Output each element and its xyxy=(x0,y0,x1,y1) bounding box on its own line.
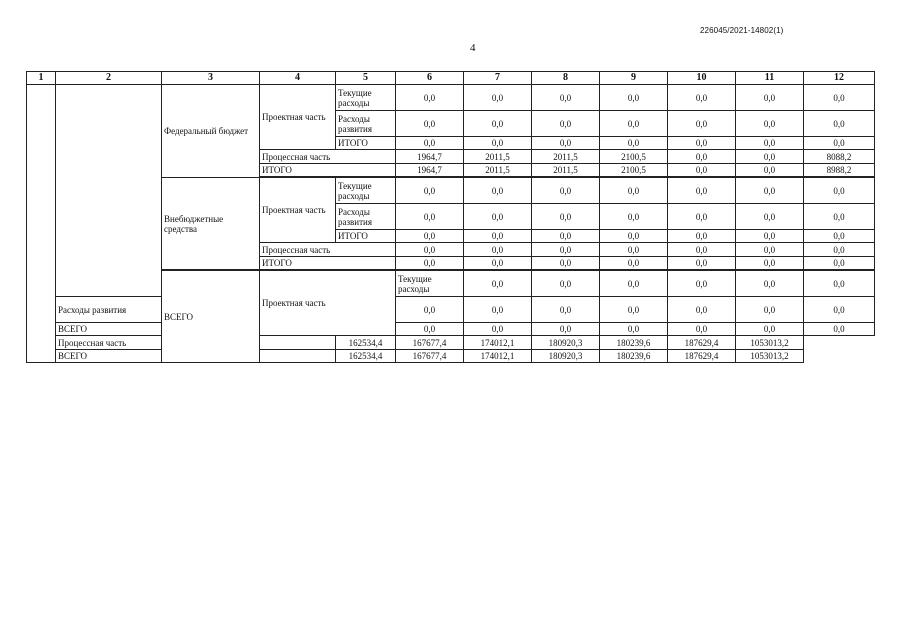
document-registration-number: 226045/2021-14802(1) xyxy=(700,26,784,35)
itogo-label: ИТОГО xyxy=(336,137,396,150)
value-cell: 0,0 xyxy=(668,323,736,336)
col2-empty-cell xyxy=(56,85,162,297)
value-cell: 0,0 xyxy=(532,271,600,297)
value-cell: 0,0 xyxy=(464,257,532,270)
value-cell: 0,0 xyxy=(668,178,736,204)
value-cell: 0,0 xyxy=(532,178,600,204)
vsego-label: ВСЕГО xyxy=(56,350,336,363)
federal-budget-label: Федеральный бюджет xyxy=(162,85,260,178)
current-expenses-label: Текущие расходы xyxy=(336,85,396,111)
value-cell: 0,0 xyxy=(668,137,736,150)
value-cell: 0,0 xyxy=(736,137,804,150)
value-cell: 0,0 xyxy=(668,204,736,230)
value-cell: 0,0 xyxy=(600,243,668,257)
offbudget-label: Внебюджетные средства xyxy=(162,178,260,270)
value-cell: 0,0 xyxy=(396,85,464,111)
development-expenses-label: Расходы развития xyxy=(56,297,162,323)
value-cell: 2011,5 xyxy=(532,164,600,177)
table-row xyxy=(27,85,875,111)
header-cell: 1 xyxy=(27,72,56,85)
value-cell: 0,0 xyxy=(668,257,736,270)
value-cell: 174012,1 xyxy=(464,336,532,350)
value-cell: 0,0 xyxy=(736,164,804,177)
value-cell: 1053013,2 xyxy=(736,336,804,350)
value-cell: 0,0 xyxy=(532,137,600,150)
value-cell: 0,0 xyxy=(532,257,600,270)
value-cell: 0,0 xyxy=(600,271,668,297)
value-cell: 167677,4 xyxy=(396,336,464,350)
value-cell: 162534,4 xyxy=(336,336,396,350)
value-cell: 162534,4 xyxy=(336,350,396,363)
header-cell: 4 xyxy=(260,72,336,85)
process-part-label: Процессная часть xyxy=(260,150,396,164)
table-row xyxy=(27,297,875,323)
table-row xyxy=(27,350,875,363)
table-row xyxy=(27,336,875,350)
value-cell: 0,0 xyxy=(804,257,875,270)
value-cell: 0,0 xyxy=(804,111,875,137)
process-part-label: Процессная часть xyxy=(260,243,396,257)
value-cell: 0,0 xyxy=(668,164,736,177)
value-cell: 0,0 xyxy=(804,85,875,111)
budget-table xyxy=(26,71,875,363)
value-cell: 2011,5 xyxy=(464,164,532,177)
value-cell: 0,0 xyxy=(600,204,668,230)
value-cell: 0,0 xyxy=(804,243,875,257)
value-cell: 0,0 xyxy=(804,230,875,243)
value-cell: 0,0 xyxy=(396,257,464,270)
value-cell: 0,0 xyxy=(736,323,804,336)
header-cell: 6 xyxy=(396,72,464,85)
value-cell: 0,0 xyxy=(464,243,532,257)
value-cell: 0,0 xyxy=(600,111,668,137)
page-number: 4 xyxy=(470,42,476,54)
header-cell: 11 xyxy=(736,72,804,85)
value-cell: 0,0 xyxy=(464,204,532,230)
value-cell: 0,0 xyxy=(464,111,532,137)
process-part-label: Процессная часть xyxy=(56,336,336,350)
value-cell: 0,0 xyxy=(464,230,532,243)
value-cell: 2100,5 xyxy=(600,150,668,164)
value-cell: 0,0 xyxy=(600,137,668,150)
header-cell: 8 xyxy=(532,72,600,85)
value-cell: 2100,5 xyxy=(600,164,668,177)
value-cell: 174012,1 xyxy=(464,350,532,363)
value-cell: 187629,4 xyxy=(668,336,736,350)
header-cell: 12 xyxy=(804,72,875,85)
value-cell: 0,0 xyxy=(668,297,736,323)
value-cell: 8088,2 xyxy=(804,150,875,164)
value-cell: 0,0 xyxy=(736,150,804,164)
header-cell: 3 xyxy=(162,72,260,85)
value-cell: 0,0 xyxy=(600,257,668,270)
value-cell: 0,0 xyxy=(668,243,736,257)
value-cell: 0,0 xyxy=(600,230,668,243)
value-cell: 0,0 xyxy=(396,323,464,336)
value-cell: 0,0 xyxy=(532,204,600,230)
value-cell: 0,0 xyxy=(532,85,600,111)
value-cell: 2011,5 xyxy=(464,150,532,164)
project-part-label: Проектная часть xyxy=(260,271,396,336)
itogo-label: ИТОГО xyxy=(260,257,396,270)
value-cell: 0,0 xyxy=(532,243,600,257)
value-cell: 0,0 xyxy=(668,111,736,137)
value-cell: 0,0 xyxy=(464,271,532,297)
value-cell: 0,0 xyxy=(464,297,532,323)
header-cell: 9 xyxy=(600,72,668,85)
itogo-label: ИТОГО xyxy=(260,164,396,177)
value-cell: 0,0 xyxy=(532,111,600,137)
value-cell: 0,0 xyxy=(668,85,736,111)
value-cell: 0,0 xyxy=(396,243,464,257)
value-cell: 0,0 xyxy=(600,323,668,336)
current-expenses-label: Текущие расходы xyxy=(336,178,396,204)
value-cell: 0,0 xyxy=(600,178,668,204)
development-expenses-label: Расходы развития xyxy=(336,204,396,230)
value-cell: 0,0 xyxy=(804,297,875,323)
header-cell: 5 xyxy=(336,72,396,85)
project-part-label: Проектная часть xyxy=(260,178,336,243)
header-cell: 7 xyxy=(464,72,532,85)
value-cell: 8988,2 xyxy=(804,164,875,177)
development-expenses-label: Расходы развития xyxy=(336,111,396,137)
value-cell: 2011,5 xyxy=(532,150,600,164)
value-cell: 1964,7 xyxy=(396,164,464,177)
itogo-label: ИТОГО xyxy=(336,230,396,243)
value-cell: 0,0 xyxy=(736,243,804,257)
value-cell: 0,0 xyxy=(736,257,804,270)
value-cell: 0,0 xyxy=(396,297,464,323)
vsego-label: ВСЕГО xyxy=(56,323,162,336)
value-cell: 180239,6 xyxy=(600,336,668,350)
value-cell: 0,0 xyxy=(532,230,600,243)
value-cell: 0,0 xyxy=(736,297,804,323)
value-cell: 0,0 xyxy=(396,230,464,243)
header-row xyxy=(27,72,875,85)
header-cell: 2 xyxy=(56,72,162,85)
value-cell: 180239,6 xyxy=(600,350,668,363)
value-cell: 0,0 xyxy=(804,178,875,204)
vsego-label: ВСЕГО xyxy=(162,271,260,363)
value-cell: 0,0 xyxy=(396,111,464,137)
current-expenses-label: Текущие расходы xyxy=(396,271,464,297)
value-cell: 0,0 xyxy=(736,271,804,297)
value-cell: 0,0 xyxy=(804,137,875,150)
value-cell: 0,0 xyxy=(464,178,532,204)
header-cell: 10 xyxy=(668,72,736,85)
value-cell: 187629,4 xyxy=(668,350,736,363)
value-cell: 0,0 xyxy=(600,297,668,323)
value-cell: 0,0 xyxy=(736,178,804,204)
value-cell: 0,0 xyxy=(804,323,875,336)
value-cell: 0,0 xyxy=(736,204,804,230)
value-cell: 0,0 xyxy=(464,323,532,336)
value-cell: 0,0 xyxy=(396,178,464,204)
value-cell: 0,0 xyxy=(736,111,804,137)
value-cell: 1964,7 xyxy=(396,150,464,164)
value-cell: 0,0 xyxy=(804,271,875,297)
value-cell: 0,0 xyxy=(464,85,532,111)
table-row xyxy=(27,323,875,336)
value-cell: 0,0 xyxy=(804,204,875,230)
value-cell: 0,0 xyxy=(396,137,464,150)
value-cell: 0,0 xyxy=(668,230,736,243)
value-cell: 0,0 xyxy=(668,271,736,297)
value-cell: 180920,3 xyxy=(532,336,600,350)
value-cell: 0,0 xyxy=(736,85,804,111)
value-cell: 0,0 xyxy=(600,85,668,111)
value-cell: 1053013,2 xyxy=(736,350,804,363)
value-cell: 167677,4 xyxy=(396,350,464,363)
value-cell: 0,0 xyxy=(736,230,804,243)
value-cell: 0,0 xyxy=(532,297,600,323)
project-part-label: Проектная часть xyxy=(260,85,336,150)
value-cell: 180920,3 xyxy=(532,350,600,363)
value-cell: 0,0 xyxy=(532,323,600,336)
value-cell: 0,0 xyxy=(668,150,736,164)
value-cell: 0,0 xyxy=(464,137,532,150)
value-cell: 0,0 xyxy=(396,204,464,230)
col1-empty-cell xyxy=(27,85,56,363)
